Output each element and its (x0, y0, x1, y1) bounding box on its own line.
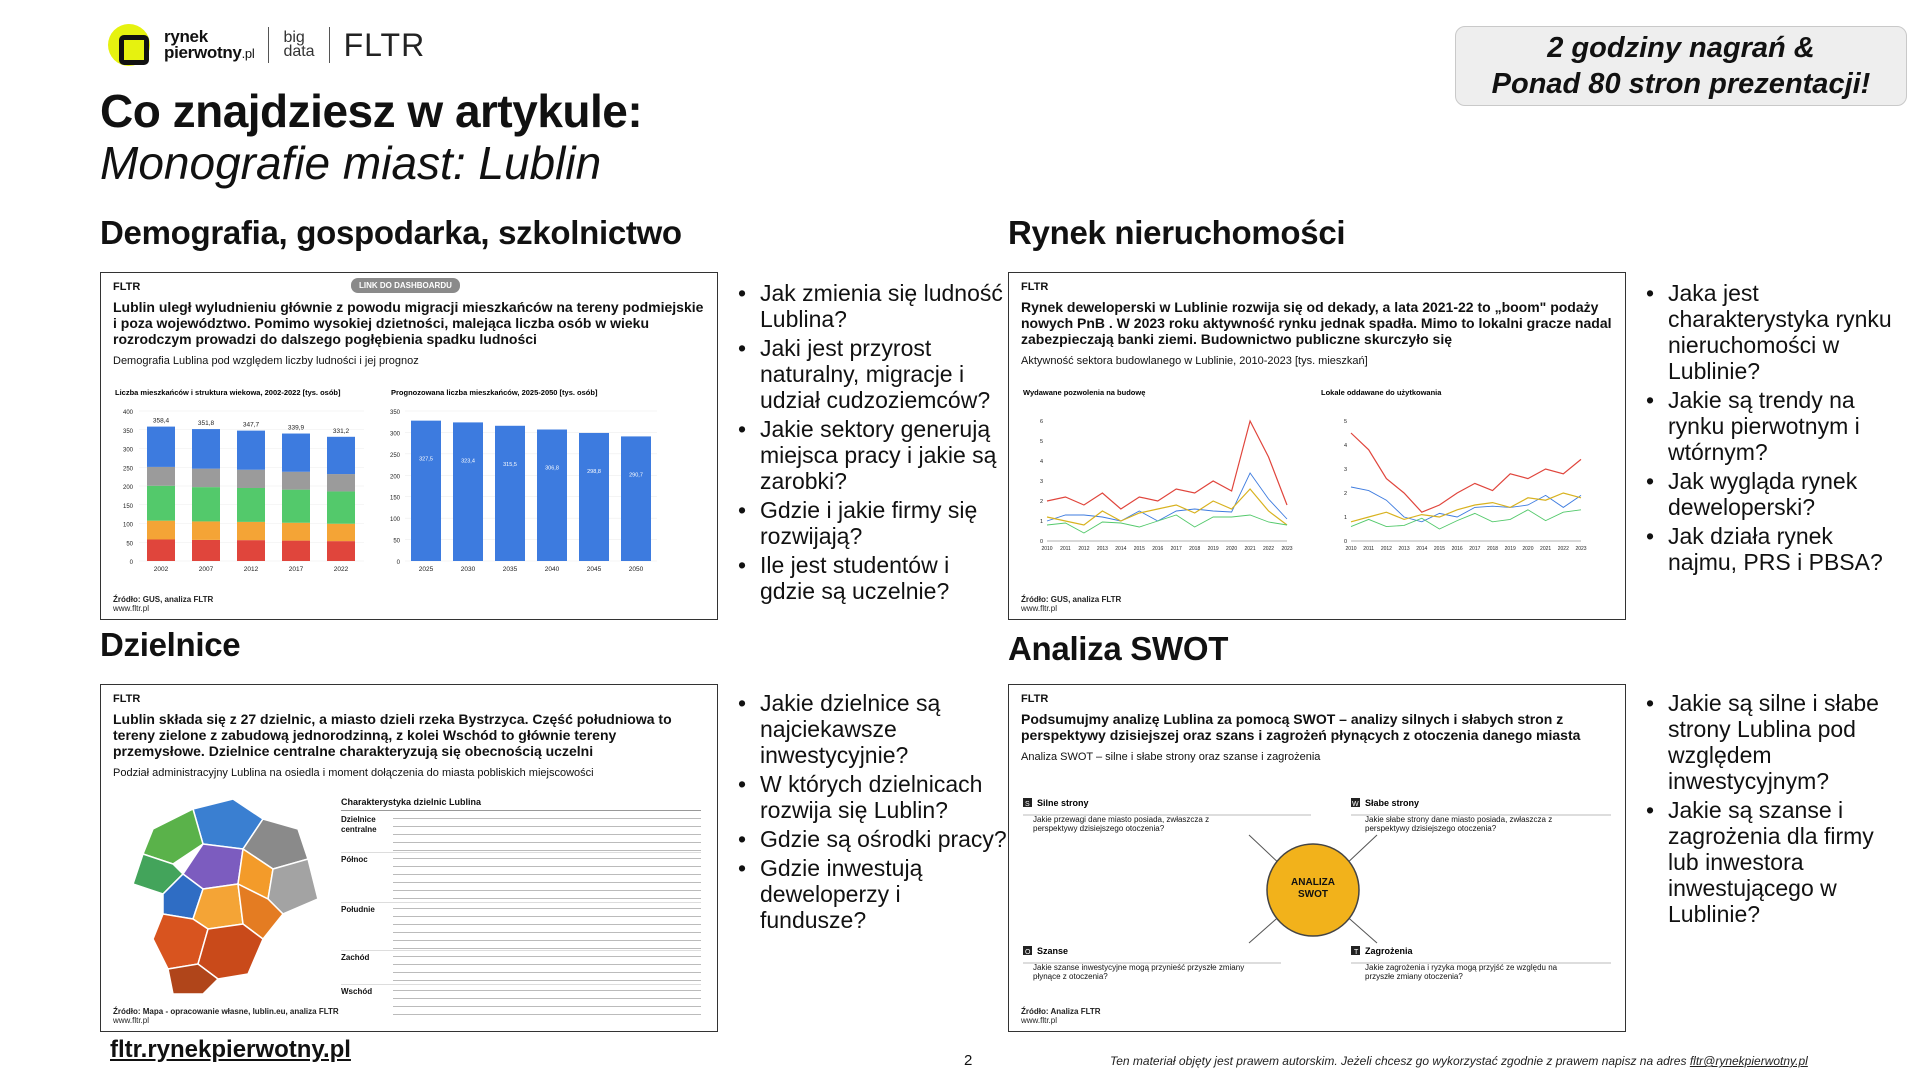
y-tick-label: 1 (1039, 519, 1043, 525)
bar-value-label: 351,8 (197, 420, 215, 428)
y-tick-label: 4 (1039, 459, 1043, 465)
y-tick-label: 1 (1343, 515, 1347, 521)
x-tick-label: 2018 (1189, 546, 1201, 552)
series-line-secondary (1047, 473, 1287, 521)
list-item: • Jak działa rynek najmu, PRS i PBSA? (1646, 523, 1908, 575)
districts-table-title: Charakterystyka dzielnic Lublina (341, 797, 701, 811)
slide-brand: FLTR (113, 281, 141, 293)
swot-threats-text: Jakie zagrożenia i ryzyka mogą przyjść ze względu na przyszłe zmiany otoczenia? (1365, 963, 1558, 981)
y-tick-label: 2 (1039, 499, 1043, 505)
y-tick-label: 100 (122, 522, 133, 529)
table-row: Południe (341, 905, 701, 951)
list-item: • Jak wygląda rynek deweloperski? (1646, 468, 1908, 520)
population-charts (113, 385, 707, 595)
list-item: • Gdzie inwestują deweloperzy i fundusze? (738, 855, 1010, 933)
table-row: Północ (341, 855, 701, 903)
bar-segment (327, 491, 355, 523)
slide-thumbnail-demografia[interactable] (100, 272, 718, 620)
y-tick-label: 4 (1343, 443, 1347, 449)
list-item: • W których dzielnicach rozwija się Lublin? (738, 771, 1010, 823)
x-tick-label: 2014 (1115, 546, 1127, 552)
x-tick-label: 2015 (1133, 546, 1145, 552)
bar-value-label: 315,5 (503, 461, 517, 468)
x-tick-label: 2022 (1262, 546, 1275, 552)
dashboard-link-badge[interactable]: LINK DO DASHBOARDU (351, 278, 460, 293)
question-list-rynek (1646, 280, 1908, 578)
bar-segment (327, 524, 355, 541)
y-tick-label: 350 (389, 410, 400, 416)
chart-title-completions: Lokale oddawane do użytkowania (1321, 388, 1442, 397)
bar-segment (147, 539, 175, 561)
page-number: 2 (964, 1052, 973, 1069)
bar-value-label: 358,4 (152, 417, 170, 425)
slide-headline: Podsumujmy analizę Lublina za pomocą SWOT – analizy silnych i słabych stron z perspektywy dzisiejszej oraz szans i zagrożeń płynących z otoczenia danego miasta (1021, 711, 1581, 743)
swot-opportunities-title: Szanse (1037, 946, 1069, 956)
y-tick-label: 50 (393, 538, 400, 545)
swot-weaknesses-text: Jakie słabe strony dane miasto posiada, zwłaszcza z perspektywy dzisiejszego otoczenia? (1365, 815, 1553, 833)
bar-value-label: 331,2 (332, 427, 350, 435)
forecast-bar (411, 421, 441, 561)
chart-title-forecast: Prognozowana liczba mieszkańców, 2025-2050 [tys. osób] (391, 388, 598, 397)
y-tick-label: 0 (1343, 539, 1347, 545)
rynekpierwotny-logo-icon (108, 24, 150, 66)
question-list-demografia (738, 280, 1008, 607)
list-item: • Jakie dzielnice są najciekawsze inwestycyjnie? (738, 690, 1010, 768)
bar-segment (327, 541, 355, 561)
slide-headline: Rynek deweloperski w Lublinie rozwija się od dekady, a lata 2021-22 to „boom" podaży nowych PnB . W 2023 roku aktywność rynku jednak spadła. Mimo to lokalni gracze nadal zabezpieczają banki ziemi. Budownictwo publiczne skurczyło się (1021, 299, 1612, 347)
x-tick-label: 2020 (1226, 546, 1238, 552)
bar-segment (192, 540, 220, 561)
x-tick-label: 2021 (1540, 546, 1552, 552)
bar-segment (192, 521, 220, 539)
bar-segment (237, 470, 265, 488)
page-title: Co znajdziesz w artykule: (100, 85, 643, 137)
list-item: • Ile jest studentów i gdzie są uczelnie? (738, 552, 1008, 604)
series-line-secondary (1047, 515, 1287, 533)
swot-threats-title: Zagrożenia (1365, 946, 1413, 956)
section-title-demografia: Demografia, gospodarka, szkolnictwo (100, 214, 682, 251)
slide-brand: FLTR (1021, 693, 1049, 705)
y-tick-label: 2 (1343, 491, 1347, 497)
list-item: • Gdzie i jakie firmy się rozwijają? (738, 497, 1008, 549)
question-list-dzielnice (738, 690, 1010, 936)
list-item: • Jakie są silne i słabe strony Lublina pod względem inwestycyjnym? (1646, 690, 1908, 794)
x-tick-label: 2019 (1504, 546, 1516, 552)
y-tick-label: 350 (122, 428, 133, 435)
x-tick-label: 2022 (333, 566, 349, 573)
x-tick-label: 2007 (198, 566, 214, 573)
x-tick-label: 2050 (628, 566, 644, 573)
x-tick-label: 2017 (1170, 546, 1182, 552)
forecast-bar (579, 433, 609, 561)
x-tick-label: 2022 (1557, 546, 1569, 552)
bar-segment (147, 467, 175, 486)
bar-segment (327, 437, 355, 474)
slide-subtitle: Aktywność sektora budowlanego w Lublinie, 2010-2023 [tys. mieszkań] (1021, 355, 1368, 367)
y-tick-label: 200 (122, 485, 133, 491)
section-title-dzielnice: Dzielnice (100, 626, 241, 663)
swot-strengths-text: Jakie przewagi dane miasto posiada, zwłaszcza z perspektywy dzisiejszego otoczenia? (1033, 815, 1210, 833)
x-tick-label: 2012 (243, 566, 259, 573)
contact-email-link[interactable]: fltr@rynekpierwotny.pl (1689, 1054, 1808, 1068)
list-item: • Gdzie są ośrodki pracy? (738, 826, 1010, 852)
logo-separator (268, 27, 269, 63)
y-tick-label: 250 (122, 466, 133, 473)
rynekpierwotny-logo-text: rynek pierwotny.pl (164, 26, 255, 62)
x-tick-label: 2045 (586, 566, 602, 573)
bar-segment (237, 488, 265, 522)
districts-map (123, 789, 323, 999)
table-row: Dzielnice centralne (341, 815, 701, 853)
x-tick-label: 2016 (1152, 546, 1164, 552)
bar-value-label: 327,5 (419, 456, 433, 463)
x-tick-label: 2015 (1433, 546, 1446, 552)
table-row: Zachód (341, 953, 701, 985)
y-tick-label: 0 (129, 560, 133, 566)
bar-segment (192, 487, 220, 521)
x-tick-label: 2019 (1207, 546, 1219, 552)
y-tick-label: 5 (1039, 439, 1043, 445)
bar-value-label: 323,4 (461, 458, 475, 465)
y-tick-label: 3 (1039, 479, 1043, 485)
forecast-bar-chart (390, 410, 657, 573)
slide-headline: Lublin składa się z 27 dzielnic, a miasto dzieli rzeka Bystrzyca. Część południowa to tereny zielone z zabudową jednorodzinną, z kolei Wschód to głównie tereny przemysłowe. Dzielnice centralne charakteryzują się obecnością uczelni (113, 711, 672, 759)
bar-segment (282, 541, 310, 561)
y-tick-label: 300 (389, 431, 400, 438)
promo-badge: 2 godziny nagrań & Ponad 80 stron prezentacji! (1455, 26, 1907, 106)
x-tick-label: 2011 (1060, 546, 1071, 552)
y-tick-label: 5 (1343, 419, 1347, 425)
y-tick-label: 0 (1039, 539, 1043, 545)
x-tick-label: 2012 (1078, 546, 1090, 552)
y-tick-label: 3 (1343, 467, 1347, 473)
bar-value-label: 347,7 (242, 421, 260, 429)
fltr-logo: FLTR (343, 26, 426, 63)
bigdata-logo: big data (283, 29, 315, 60)
bar-segment (147, 521, 175, 540)
slide-brand: FLTR (113, 693, 141, 705)
x-tick-label: 2017 (1469, 546, 1481, 552)
x-tick-label: 2040 (544, 566, 560, 573)
y-tick-label: 6 (1039, 419, 1043, 425)
bar-value-label: 290,7 (629, 472, 643, 479)
svg-text:O: O (1025, 949, 1031, 956)
swot-weaknesses-title: Słabe strony (1365, 798, 1420, 808)
x-tick-label: 2020 (1522, 546, 1534, 552)
bar-segment (147, 486, 175, 521)
y-tick-label: 50 (126, 541, 133, 548)
bar-segment (282, 434, 310, 472)
x-tick-label: 2035 (502, 566, 518, 573)
swot-strengths-title: Silne strony (1037, 798, 1089, 808)
slide-subtitle: Analiza SWOT – silne i słabe strony oraz szanse i zagrożenia (1021, 751, 1321, 763)
x-tick-label: 2010 (1041, 546, 1053, 552)
chart-title-permits: Wydawane pozwolenia na budowę (1023, 388, 1146, 397)
page-subtitle: Monografie miast: Lublin (100, 137, 602, 189)
y-tick-label: 100 (389, 517, 400, 524)
section-title-swot: Analiza SWOT (1008, 630, 1229, 667)
x-tick-label: 2023 (1281, 546, 1293, 552)
completions-line-chart (1344, 419, 1587, 552)
bar-segment (237, 522, 265, 540)
forecast-bar (537, 430, 567, 561)
x-tick-label: 2013 (1096, 546, 1108, 552)
x-tick-label: 2018 (1486, 546, 1499, 552)
y-tick-label: 250 (389, 452, 400, 459)
y-tick-label: 200 (389, 474, 400, 481)
x-tick-label: 2030 (460, 566, 476, 573)
section-title-rynek: Rynek nieruchomości (1008, 214, 1346, 251)
bar-segment (237, 540, 265, 561)
x-tick-label: 2025 (418, 566, 434, 573)
y-tick-label: 300 (122, 447, 133, 454)
bar-segment (147, 427, 175, 467)
bar-value-label: 339,9 (287, 424, 305, 432)
x-tick-label: 2010 (1345, 546, 1357, 552)
slide-thumbnail-swot[interactable] (1008, 684, 1626, 1032)
x-tick-label: 2023 (1575, 546, 1587, 552)
swot-center-label: ANALIZA SWOT (1291, 877, 1335, 900)
y-tick-label: 0 (396, 560, 400, 566)
logo-separator (329, 27, 330, 63)
svg-text:S: S (1025, 801, 1030, 808)
chart-title-history: Liczba mieszkańców i struktura wiekowa, 2002-2022 [tys. osób] (115, 388, 341, 397)
copyright-notice: Ten materiał objęty jest prawem autorskim. Jeżeli chcesz go wykorzystać zgodnie z prawem napisz na adres fltr@rynekpierwotny.pl (1110, 1054, 1808, 1068)
permits-line-chart (1040, 419, 1293, 552)
series-line (1047, 421, 1287, 509)
y-tick-label: 150 (389, 495, 400, 502)
history-bar-chart (123, 410, 364, 573)
svg-text:W: W (1352, 801, 1359, 808)
construction-charts (1021, 385, 1615, 585)
slide-footer: Źródło: Analiza FLTR www.fltr.pl (1021, 1007, 1101, 1025)
list-item: • Jaka jest charakterystyka rynku nieruchomości w Lublinie? (1646, 280, 1908, 384)
footer-site-link[interactable]: fltr.rynekpierwotny.pl (110, 1036, 351, 1063)
list-item: • Jakie są trendy na rynku pierwotnym i wtórnym? (1646, 387, 1908, 465)
slide-footer: Źródło: Mapa - opracowanie własne, lublin.eu, analiza FLTR www.fltr.pl (113, 1007, 339, 1025)
list-item: • Jakie sektory generują miejsca pracy i jakie są zarobki? (738, 416, 1008, 494)
x-tick-label: 2017 (288, 566, 304, 573)
bar-value-label: 306,8 (545, 465, 559, 472)
slide-brand: FLTR (1021, 281, 1049, 293)
x-tick-label: 2011 (1363, 546, 1375, 552)
districts-table (341, 797, 701, 1015)
bar-segment (282, 490, 310, 523)
slide-thumbnail-dzielnice[interactable] (100, 684, 718, 1032)
bar-segment (237, 431, 265, 470)
svg-text:T: T (1354, 949, 1359, 956)
bar-segment (282, 523, 310, 541)
slide-thumbnail-rynek[interactable] (1008, 272, 1626, 620)
swot-opportunities-text: Jakie szanse inwestycyjne mogą przynieść przyszłe zmiany płynące z otoczenia? (1033, 963, 1245, 981)
y-tick-label: 150 (122, 503, 133, 510)
slide-headline: Lublin uległ wyludnieniu głównie z powodu migracji mieszkańców na tereny podmiejskie i poza województwo. Pomimo wysokiej dzietności, malejąca liczba osób w wieku rozrodczym prowadzi do dalszego pogłębienia spadku ludności (113, 299, 704, 347)
bar-value-label: 298,8 (587, 468, 601, 475)
y-tick-label: 400 (122, 410, 133, 416)
slide-footer: Źródło: GUS, analiza FLTR www.fltr.pl (113, 595, 214, 613)
forecast-bar (495, 426, 525, 561)
x-tick-label: 2013 (1398, 546, 1410, 552)
x-tick-label: 2002 (153, 566, 169, 573)
question-list-swot (1646, 690, 1908, 930)
x-tick-label: 2012 (1380, 546, 1392, 552)
slide-subtitle: Demografia Lublina pod względem liczby ludności i jej prognoz (113, 355, 419, 367)
slide-subtitle: Podział administracyjny Lublina na osiedla i moment dołączenia do miasta pobliskich miejscowości (113, 767, 594, 779)
bar-segment (192, 429, 220, 469)
x-tick-label: 2014 (1416, 546, 1428, 552)
x-tick-label: 2021 (1244, 546, 1256, 552)
table-row: Wschód (341, 987, 701, 1015)
bar-segment (192, 469, 220, 487)
list-item: • Jaki jest przyrost naturalny, migracje i udział cudzoziemców? (738, 335, 1008, 413)
brand-logos (108, 22, 425, 68)
list-item: • Jakie są szanse i zagrożenia dla firmy lub inwestora inwestującego w Lublinie? (1646, 797, 1908, 927)
forecast-bar (453, 422, 483, 561)
bar-segment (327, 474, 355, 491)
slide-footer: Źródło: GUS, analiza FLTR www.fltr.pl (1021, 595, 1122, 613)
forecast-bar (621, 436, 651, 561)
bar-segment (282, 472, 310, 490)
x-tick-label: 2016 (1451, 546, 1463, 552)
list-item: • Jak zmienia się ludność Lublina? (738, 280, 1008, 332)
